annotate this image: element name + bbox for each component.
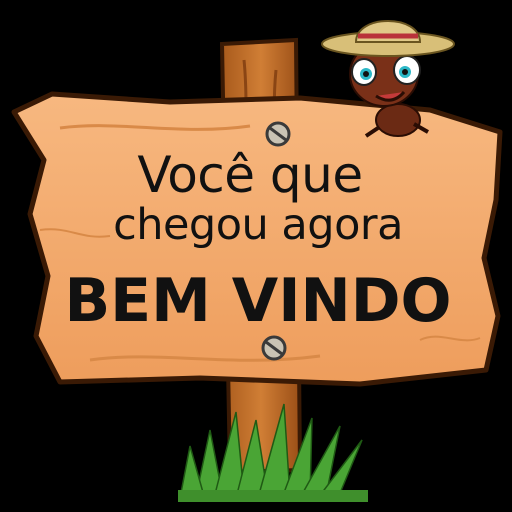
top-screw-icon [267, 123, 289, 145]
sign-line-newcomer: chegou agora [113, 200, 403, 250]
sign-line-welcome: BEM VINDO [64, 266, 452, 336]
sign-line-greeting: Você que [137, 146, 363, 204]
bottom-screw-icon [263, 337, 285, 359]
